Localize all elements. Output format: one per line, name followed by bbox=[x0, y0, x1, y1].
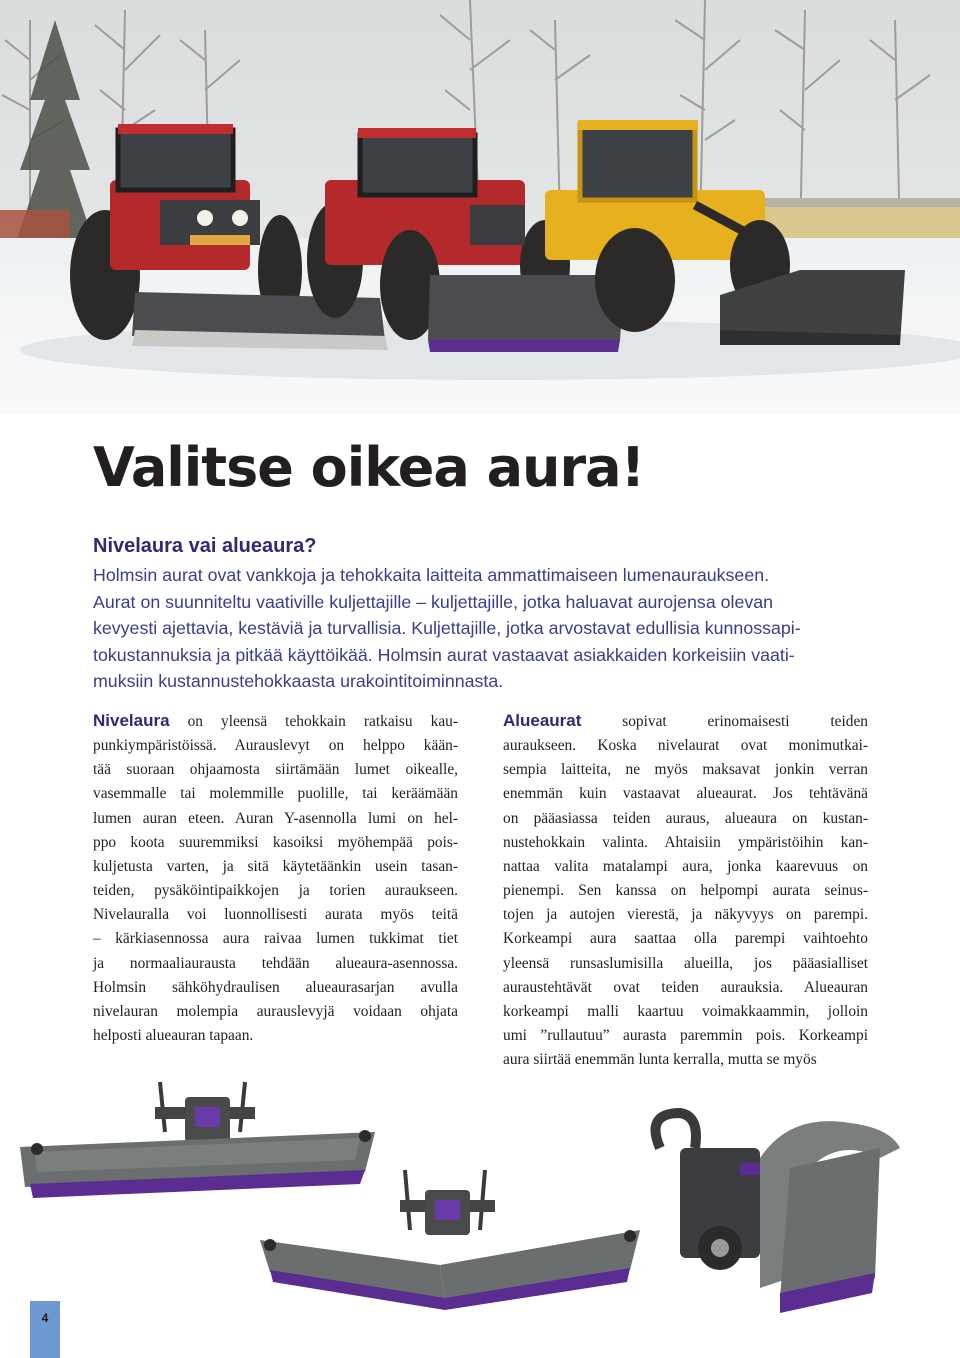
intro-paragraph bbox=[93, 562, 883, 695]
lead-word: Alueaurat bbox=[503, 711, 582, 730]
column-line: korkeampi malli kaartuu voimakkaammin, jolloin bbox=[503, 1002, 868, 1020]
column-line: Nivelauralla voi luonnollisesti aurata myös teitä bbox=[93, 906, 458, 924]
column-line: yleensä runsaslumisilla alueilla, jos pääasialliset bbox=[503, 954, 868, 972]
column-line: aura siirtää enemmän lunta kerralla, mutta se myös bbox=[503, 1051, 817, 1069]
intro-line: kevyesti ajettavia, kestäviä ja turvallisia. Kuljettajille, jotka arvostavat edullisia kunnossapi- bbox=[93, 618, 801, 638]
column-line: umi ”rullautuu” aurasta paremmin pois. Korkeampi bbox=[503, 1027, 868, 1045]
column-line: auraukseen. Koska nivelaurat ovat monimutkai- bbox=[503, 737, 868, 755]
column-line: lumen auran eteen. Auran Y-asennolla lumi on hel- bbox=[93, 809, 458, 827]
section-subtitle: Nivelaura vai alueaura? bbox=[93, 535, 317, 557]
first-line-text: sopivat erinomaisesti teiden bbox=[622, 713, 868, 730]
column-first-line bbox=[503, 709, 868, 734]
column-line: ppo koota suuremmiksi kasoiksi myöhempää pois- bbox=[93, 833, 458, 851]
column-line: teiden, pysäköintipaikkojen ja torien auraukseen. bbox=[93, 882, 458, 900]
first-line-text: on yleensä tehokkain ratkaisu kau- bbox=[187, 713, 458, 730]
column-line: pienempi. Sen kanssa on helpompi aurata seinus- bbox=[503, 882, 868, 900]
column-line: helposti alueauran tapaan. bbox=[93, 1027, 254, 1045]
column-line: tojen ja autojen vierestä, ja näkyvyys on parempi. bbox=[503, 906, 868, 924]
intro-line: Holmsin aurat ovat vankkoja ja tehokkaita laitteita ammattimaiseen lumenauraukseen. bbox=[93, 565, 770, 585]
column-line: nattaa valita matalampi aura, jonka kaarevuus on bbox=[503, 857, 868, 875]
column-line: Korkeampi aura saattaa olla parempi vaihtoehto bbox=[503, 930, 868, 948]
column-line: Holmsin sähköhydraulisen alueaurasarjan avulla bbox=[93, 978, 458, 996]
intro-line: muksiin kustannustehokkaasta urakointitoiminnasta. bbox=[93, 671, 504, 691]
intro-line: tokustannuksia ja pitkää käyttöikää. Holmsin aurat vastaavat asiakkaiden korkeisiin vaati- bbox=[93, 644, 795, 665]
intro-line: Aurat on suunniteltu vaativille kuljettajille – kuljettajille, jotka haluavat aurojensa olevan bbox=[93, 591, 774, 612]
hero-photo bbox=[0, 0, 960, 414]
alueaura-column bbox=[503, 709, 868, 1072]
column-line: sempia laitteita, ne myös maksavat jonkin verran bbox=[503, 761, 868, 779]
column-line: ja normaaliaurausta tehdään alueaura-asennossa. bbox=[93, 954, 458, 972]
column-line: auraustehtävät ovat teiden aurauksia. Alueauran bbox=[503, 978, 868, 996]
column-first-line bbox=[93, 709, 458, 734]
lead-word: Nivelaura bbox=[93, 711, 170, 730]
column-line: punkiympäristöissä. Aurauslevyt on helppo kään- bbox=[93, 737, 458, 755]
column-line: nivelauran molempia aurauslevyjä voidaan ohjata bbox=[93, 1002, 458, 1020]
column-line: nustehokkain valinta. Ahtaisiin ympäristöihin kan- bbox=[503, 833, 868, 851]
column-line: on pääasiassa teiden auraus, alueaura on kustan- bbox=[503, 809, 868, 827]
page-title: Valitse oikea aura! bbox=[93, 436, 645, 499]
column-line: tää suoraan ohjaamosta siirtämään lumet oikealle, bbox=[93, 761, 458, 779]
nivelaura-column bbox=[93, 709, 458, 1048]
v-plow-illustration bbox=[255, 1160, 650, 1330]
column-line: enemmän kuin vastaavat alueaurat. Jos tehtävänä bbox=[503, 785, 868, 803]
curved-plow-illustration bbox=[640, 1108, 905, 1323]
snow-plowing-tractors-photo bbox=[0, 0, 960, 414]
page-number: 4 bbox=[30, 1301, 60, 1358]
column-line: vasemmalle tai molemmille puolille, tai keräämään bbox=[93, 785, 458, 803]
column-line: – kärkiasennossa aura raivaa lumen tukkimat tiet bbox=[93, 930, 458, 948]
column-line: kuljetusta varten, ja sitä käytetäänkin usein tasan- bbox=[93, 857, 458, 875]
